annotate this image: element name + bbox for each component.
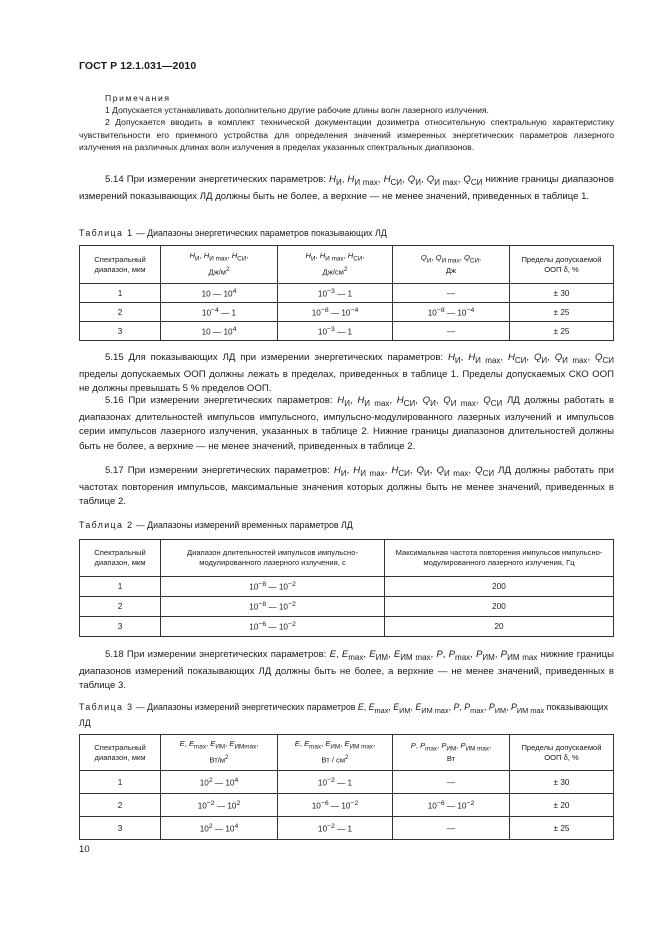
table-row: 1 $10^2$ — $10^4$ $10^{-2}$ — 1 — ± 30 [80,771,614,794]
table-2 [79,539,614,637]
table-2-header-duration: Диапазон длительностей импульсов импульсно-модулированного лазерного излучения, с [161,540,385,577]
table-3-header-e-m2: E, $E_{max}$, $E_{ИМ}$, $E_{ИМmax}$, $Вт/м^2$ [161,735,278,771]
paragraph-5-17: 5.17 При измерении энергетических параметров: $H_И$, $H_{И max}$, $H_{СИ}$, $Q_И$, $Q_{И max}$, $Q_{СИ}$ ЛД должны работать при частотах повторения импульсов, максимальные значения которых должны быть не менее значений, приведенных в таблице 2. [79,465,614,508]
table-row: 2 $10^{-4}$ — 1 $10^{-8}$ — $10^{-4}$ $10^{-8}$ — $10^{-4}$ ± 25 [80,303,614,322]
paragraph-5-14: 5.14 При измерении энергетических параметров: $H_И$, $H_{И max}$, $H_{СИ}$, $Q_И$, $Q_{И max}$, $Q_{СИ}$ нижние границы диапазонов измерений показывающих ЛД должны быть не более, а верхние — не менее значений, приведенных в таблице 1. [79,174,614,203]
table-1 [79,245,614,341]
table-1-header-limits: Пределы допускаемой ООП δ, % [510,246,614,284]
table-1-header-range: Спектральный диапазон, мкм [80,246,161,284]
table-row: 3 $10^{-6}$ — $10^{-2}$ 20 [80,617,614,637]
table-1-header-h-cm2: $H_И$, $H_{И max}$, $H_{СИ}$, $Дж/см^2$ [278,246,393,284]
table-row: 3 $10^2$ — $10^4$ $10^{-2}$ — 1 — ± 25 [80,817,614,840]
table-1-caption: Таблица 1 — Диапазоны энергетических параметров показывающих ЛД [79,228,387,238]
table-1-header-h-m2: $H_И$, $H_{И max}$, $H_{СИ}$, $Дж/м^2$ [161,246,278,284]
table-2-caption: Таблица 2 — Диапазоны измерений временных параметров ЛД [79,520,353,530]
table-row: 3 10 — $10^4$ $10^{-3}$ — 1 — ± 25 [80,322,614,341]
notes-title: Примечания [105,93,171,103]
table-3-header-e-cm2: E, $E_{max}$, $E_{ИМ}$, $E_{ИМ max}$, Вт / $см^2$ [278,735,393,771]
table-row: 2 $10^{-8}$ — $10^{-2}$ 200 [80,597,614,617]
table-3-caption: Таблица 3 — Диапазоны измерений энергетических параметров E, $E_{max}$, $E_{ИМ}$, $E_{ИМ max}$, P, $P_{max}$, $P_{ИМ}$, $P_{ИМ max}$ показывающих ЛД [79,702,609,728]
document-id: ГОСТ Р 12.1.031—2010 [79,60,197,72]
table-2-header-frequency: Максимальная частота повторения импульсов импульсно-модулированного лазерного излучения, Гц [385,540,614,577]
notes-block [79,92,614,153]
paragraph-5-16: 5.16 При измерении энергетических параметров: $H_И$, $H_{И max}$, $H_{СИ}$, $Q_И$, $Q_{И max}$, $Q_{СИ}$ ЛД должны работать в диапазонах длительностей импульсов импульсного, импульсно-модулированного лазерных излучений и импульсов серии импульсов лазерного излучения, указанных в таблице 2. Нижние границы диапазонов длительностей должны быть не более, а верхние — не менее значений, приведенных в таблице 2. [79,395,615,452]
table-3-header-range: Спектральный диапазон, мкм [80,735,161,771]
paragraph-5-15: 5.15 Для показывающих ЛД при измерении энергетических параметров: $H_И$, $H_{И max}$, $H_{СИ}$, $Q_И$, $Q_{И max}$, $Q_{СИ}$ пределы допускаемых ООП должны лежать в пределах, приведенных в таблице 1. Пределы допускаемых СКО ООП не должны превышать 5 % пределов ООП. [79,352,614,395]
paragraph-5-18: 5.18 При измерении энергетических параметров: E, $E_{max}$, $E_{ИМ}$, $E_{ИМ max}$, P, $P_{max}$, $P_{ИМ}$, $P_{ИМ max}$ нижние границы диапазонов измерений показывающих ЛД должны быть не более, а верхние — не менее значений, приведенных в таблице 3. [79,649,614,692]
table-3-header-p: P, $P_{max}$, $P_{ИМ}$, $P_{ИМ max}$, Вт [393,735,510,771]
page-number: 10 [79,844,90,855]
table-3 [79,734,614,840]
table-row: 2 $10^{-2}$ — $10^2$ $10^{-6}$ — $10^{-2}$ $10^{-6}$ — $10^{-2}$ ± 20 [80,794,614,817]
table-row: 1 10 — $10^4$ $10^{-3}$ — 1 — ± 30 [80,284,614,303]
note-2: 2 Допускается вводить в комплект технической документации дозиметра относительную спектральную характеристику чувствительности его приемного устройства для определения значений измеренных энергетических параметров лазерного излучения на различных длинах волн излучения в пределах указанных спектральных диапазонов. [79,117,614,152]
table-3-header-limits: Пределы допускаемой ООП δ, % [510,735,614,771]
note-1: 1 Допускается устанавливать дополнительно другие рабочие длины волн лазерного излучения. [105,105,489,116]
table-1-header-q: $Q_И$, $Q_{И max}$, $Q_{СИ}$, Дж [393,246,510,284]
table-2-header-range: Спектральный диапазон, мкм [80,540,161,577]
table-row: 1 $10^{-8}$ — $10^{-2}$ 200 [80,577,614,597]
